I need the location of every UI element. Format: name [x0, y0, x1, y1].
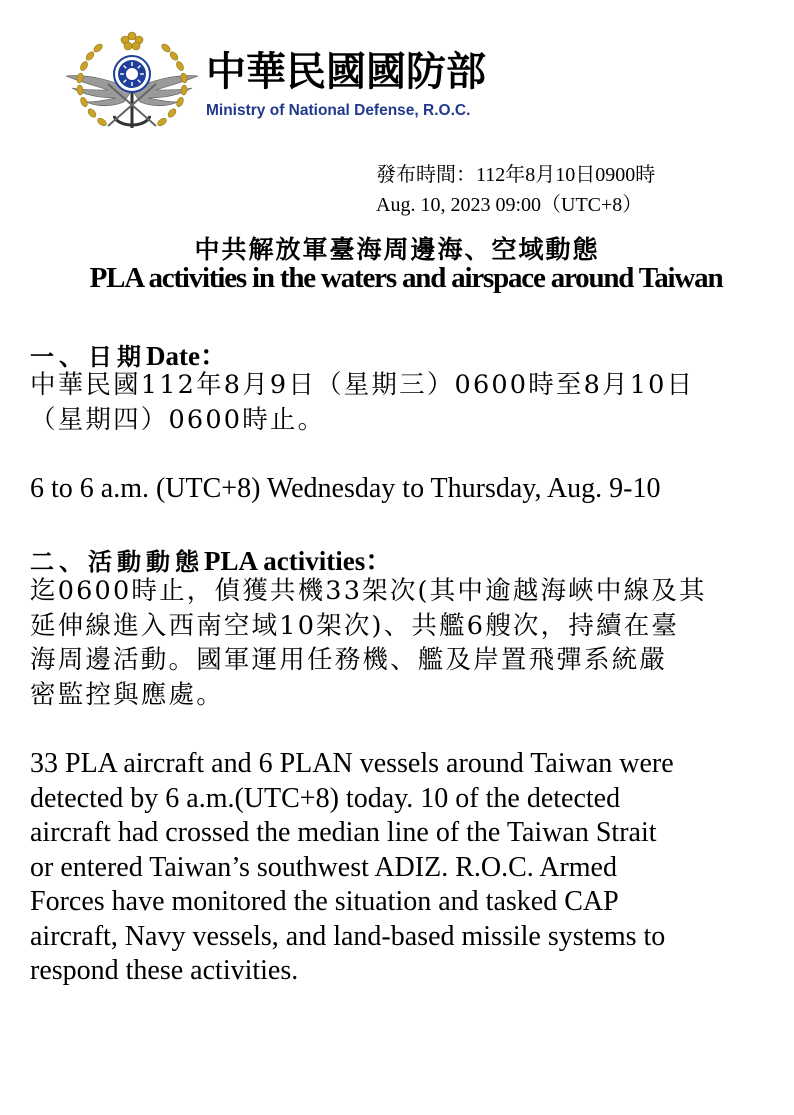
paragraph-line: Forces have monitored the situation and tasked CAP: [30, 886, 619, 917]
ministry-name-en: Ministry of National Defense, R.O.C.: [206, 102, 471, 119]
section-date-body-en: [30, 472, 780, 507]
paragraph-line: detected by 6 a.m.(UTC+8) today. 10 of the detected: [30, 782, 621, 814]
paragraph-line: aircraft had crossed the median line of the Taiwan Strait: [30, 817, 657, 848]
section-date-heading-en: Date：: [146, 341, 227, 371]
paragraph-line: 6 to 6 a.m. (UTC+8) Wednesday to Thursday, Aug. 9-10: [30, 473, 661, 504]
paragraph-line: or entered Taiwan’s southwest ADIZ. R.O.C. Armed: [30, 851, 617, 883]
section-activities-body-en: [30, 747, 780, 989]
section-activities-heading: [30, 539, 392, 578]
paragraph-line: 延伸線進入西南空域10架次)、共艦6艘次，持續在臺: [30, 610, 680, 641]
release-time-zh: 發布時間：112年8月10日0900時: [376, 164, 656, 186]
release-time: [376, 160, 655, 220]
paragraph-line: 海周邊活動。國軍運用任務機、艦及岸置飛彈系統嚴: [30, 645, 668, 675]
paragraph-line: aircraft, Navy vessels, and land-based missile systems to: [30, 920, 666, 952]
paragraph-line: 33 PLA aircraft and 6 PLAN vessels around Taiwan were: [30, 748, 674, 779]
release-time-en: Aug. 10, 2023 09:00（UTC+8）: [376, 194, 643, 216]
section-date-heading-zh: 一、日期: [30, 343, 146, 371]
paragraph-line: respond these activities.: [30, 955, 299, 986]
section-date-body-zh: [30, 368, 780, 437]
paragraph-line: （星期四）0600時止。: [30, 404, 326, 435]
section-activities-heading-zh: 二、活動動態: [30, 548, 204, 576]
section-activities-body-zh: [30, 574, 780, 712]
document-title-en: PLA activities in the waters and airspace around Taiwan: [89, 262, 723, 294]
section-activities-heading-en: PLA activities：: [204, 546, 393, 576]
paragraph-line: 迄0600時止，偵獲共機33架次(其中逾越海峽中線及其: [30, 576, 707, 606]
mnd-emblem-icon: [58, 28, 206, 140]
ministry-name-zh: 中華民國國防部: [206, 49, 486, 95]
paragraph-line: 密監控與應處。: [30, 679, 224, 710]
document-title-zh: 中共解放軍臺海周邊海、空域動態: [194, 235, 600, 264]
paragraph-line: 中華民國112年8月9日（星期三）0600時至8月10日: [30, 370, 695, 400]
